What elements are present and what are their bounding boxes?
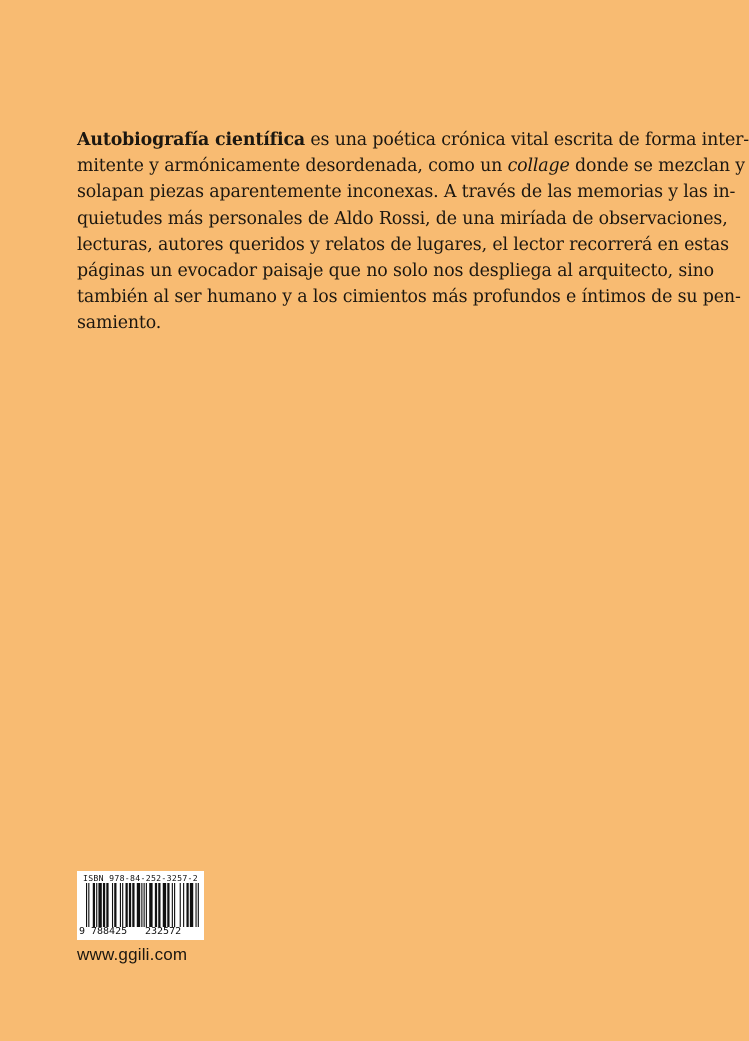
barcode-bar	[163, 883, 166, 927]
barcode-bar	[180, 883, 181, 927]
barcode-bar	[126, 883, 128, 927]
back-cover-blurb	[77, 127, 749, 337]
barcode-bar	[132, 883, 134, 927]
blurb-line: lecturas, autores queridos y relatos de lugares, el lector recorrerá en estas	[77, 234, 729, 255]
blurb-line: samiento.	[77, 313, 162, 334]
barcode-bar	[88, 883, 89, 927]
barcode-bar	[158, 883, 160, 927]
barcode-bar	[122, 883, 123, 927]
barcode-bar	[146, 883, 147, 927]
barcode-bars	[86, 883, 200, 927]
isbn-barcode	[77, 871, 204, 940]
blurb-line: quietudes más personales de Aldo Rossi, de una miríada de observaciones,	[77, 208, 728, 229]
blurb-line	[77, 127, 749, 153]
barcode-bar	[149, 883, 152, 927]
blurb-line	[77, 153, 745, 179]
barcode-bar	[183, 883, 184, 927]
barcode-bar	[86, 883, 87, 927]
barcode-bar	[93, 883, 95, 927]
barcode-bar	[112, 883, 113, 927]
barcode-digit-group-1: 788425	[91, 926, 128, 937]
barcode-bar	[114, 883, 116, 927]
barcode-bar	[155, 883, 157, 927]
barcode-bar	[198, 883, 199, 927]
barcode-bar	[186, 883, 188, 927]
blurb-line: solapan piezas aparentemente inconexas. A través de las memorias y las in-	[77, 182, 736, 203]
barcode-digit-first: 9	[79, 926, 86, 937]
barcode-bar	[129, 883, 131, 927]
barcode-digit-group-2: 232572	[145, 926, 182, 937]
barcode-bar	[137, 883, 140, 927]
isbn-label: ISBN 978-84-252-3257-2	[82, 873, 199, 883]
barcode-bar	[103, 883, 105, 927]
barcode-bar	[195, 883, 196, 927]
barcode-bar	[172, 883, 173, 927]
blurb-line: también al ser humano y a los cimientos más profundos e íntimos de su pen-	[77, 287, 741, 308]
barcode-bar	[174, 883, 175, 927]
barcode-bar	[167, 883, 169, 927]
publisher-website: www.ggili.com	[77, 945, 188, 964]
barcode-bar	[106, 883, 108, 927]
barcode-bar	[98, 883, 101, 927]
blurb-text: es una poética crónica vital escrita de forma inter-	[305, 130, 749, 150]
blurb-line: páginas un evocador paisaje que no solo nos despliega al arquitecto, sino	[77, 261, 714, 282]
barcode-bar	[96, 883, 97, 927]
barcode-bar	[141, 883, 142, 927]
barcode-bar	[144, 883, 145, 927]
italic-word: collage	[507, 156, 570, 177]
blurb-text: mitente y armónicamente desordenada, como un	[77, 156, 508, 177]
barcode-bar	[190, 883, 193, 927]
book-title: Autobiografía científica	[77, 130, 306, 150]
barcode-bar	[120, 883, 121, 927]
blurb-text: donde se mezclan y	[569, 156, 745, 177]
